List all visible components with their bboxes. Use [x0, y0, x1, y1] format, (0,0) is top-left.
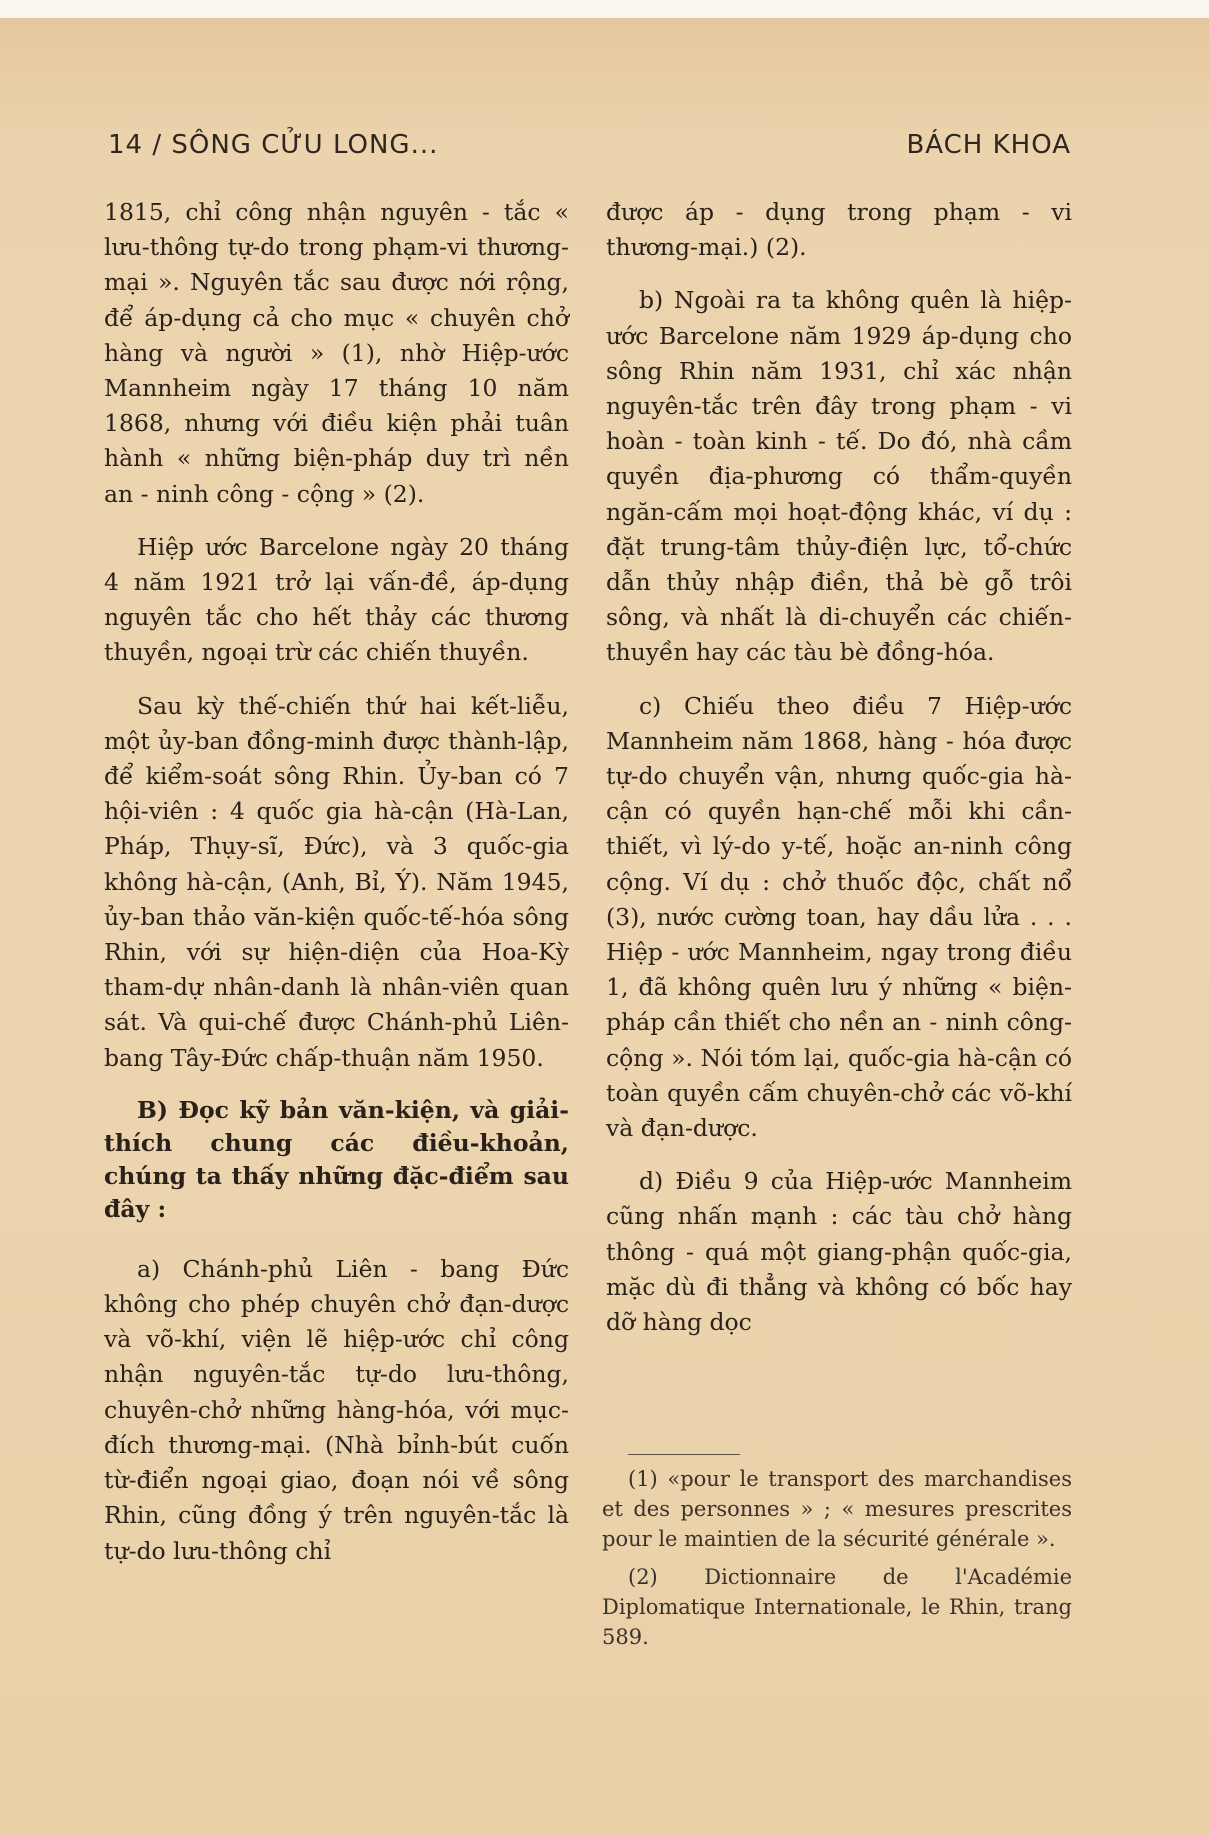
- paragraph: b) Ngoài ra ta không quên là hiệp-ước Barcelone năm 1929 áp-dụng cho sông Rhin năm 1931, chỉ xác nhận nguyên-tắc trên đây trong phạm - vi hoàn - toàn kinh - tế. Do đó, nhà cầm quyền địa-phương có thẩm-quyền ngăn-cấm mọi hoạt-động khác, ví dụ : đặt trung-tâm thủy-điện lực, tổ-chức dẫn thủy nhập điền, thả bè gỗ trôi sông, và nhất là di-chuyển các chiến-thuyền hay các tàu bè đồng-hóa.: [606, 286, 1072, 667]
- paragraph: d) Điều 9 của Hiệp-ước Mannheim cũng nhấn mạnh : các tàu chở hàng thông - quá một giang-phận quốc-gia, mặc dù đi thẳng và không có bốc hay dỡ hàng dọc: [606, 1167, 1072, 1337]
- header-left: 14 / SÔNG CỬU LONG...: [108, 130, 439, 160]
- paragraph: Sau kỳ thế-chiến thứ hai kết-liễu, một ủy-ban đồng-minh được thành-lập, để kiểm-soát sông Rhin. Ủy-ban có 7 hội-viên : 4 quốc gia hà-cận (Hà-Lan, Pháp, Thụy-sĩ, Đức), và 3 quốc-gia không hà-cận, (Anh, Bỉ, Ý). Năm 1945, ủy-ban thảo văn-kiện quốc-tế-hóa sông Rhin, với sự hiện-diện của Hoa-Kỳ tham-dự nhân-danh là nhân-viên quan sát. Và qui-chế được Chánh-phủ Liên-bang Tây-Đức chấp-thuận năm 1950.: [104, 691, 569, 1072]
- footnote-divider: [628, 1454, 740, 1455]
- right-column: [606, 195, 1072, 1358]
- footnote-2: (2) Dictionnaire de l'Académie Diplomatique Internationale, le Rhin, trang 589.: [602, 1565, 1072, 1649]
- footnotes: [602, 1464, 1072, 1660]
- paragraph: Hiệp ước Barcelone ngày 20 tháng 4 năm 1921 trở lại vấn-đề, áp-dụng nguyên tắc cho hết thảy các thương thuyền, ngoại trừ các chiến thuyền.: [104, 532, 569, 667]
- left-column: [104, 195, 569, 1587]
- paragraph: a) Chánh-phủ Liên - bang Đức không cho phép chuyên chở đạn-dược và võ-khí, viện lẽ hiệp-ước chỉ công nhận nguyên-tắc tự-do lưu-thông, chuyên-chở những hàng-hóa, với mục-đích thương-mại. (Nhà bỉnh-bút cuốn từ-điển ngoại giao, đoạn nói về sông Rhin, cũng đồng ý trên nguyên-tắc là tự-do lưu-thông chỉ: [104, 1254, 569, 1565]
- footnote-1: (1) «pour le transport des marchandises et des personnes » ; « mesures prescrites pour le maintien de la sécurité générale ».: [602, 1467, 1072, 1551]
- paragraph: 1815, chỉ công nhận nguyên - tắc « lưu-thông tự-do trong phạm-vi thương-mại ». Nguyên tắc sau được nới rộng, để áp-dụng cả cho mục « chuyên chở hàng và người » (1), nhờ Hiệp-ước Mannheim ngày 17 tháng 10 năm 1868, nhưng với điều kiện phải tuân hành « những biện-pháp duy trì nền an - ninh công - cộng » (2).: [104, 198, 569, 508]
- page-top-edge: [0, 0, 1209, 18]
- section-heading-paragraph: B) Đọc kỹ bản văn-kiện, và giải-thích chung các điều-khoản, chúng ta thấy những đặc-điểm sau đây :: [104, 1095, 569, 1223]
- paragraph: c) Chiếu theo điều 7 Hiệp-ước Mannheim năm 1868, hàng - hóa được tự-do chuyển vận, nhưng quốc-gia hà-cận có quyền hạn-chế mỗi khi cần-thiết, vì lý-do y-tế, hoặc an-ninh công cộng. Ví dụ : chở thuốc độc, chất nổ (3), nước cường toan, hay dầu lửa . . . Hiệp - ước Mannheim, ngay trong điều 1, đã không quên lưu ý những « biện-pháp cần thiết cho nền an - ninh công-cộng ». Nói tóm lại, quốc-gia hà-cận có toàn quyền cấm chuyên-chở các võ-khí và đạn-dược.: [606, 691, 1072, 1143]
- running-header: [108, 130, 1071, 160]
- paragraph: được áp - dụng trong phạm - vi thương-mại.) (2).: [606, 198, 1072, 262]
- header-right: BÁCH KHOA: [906, 130, 1071, 160]
